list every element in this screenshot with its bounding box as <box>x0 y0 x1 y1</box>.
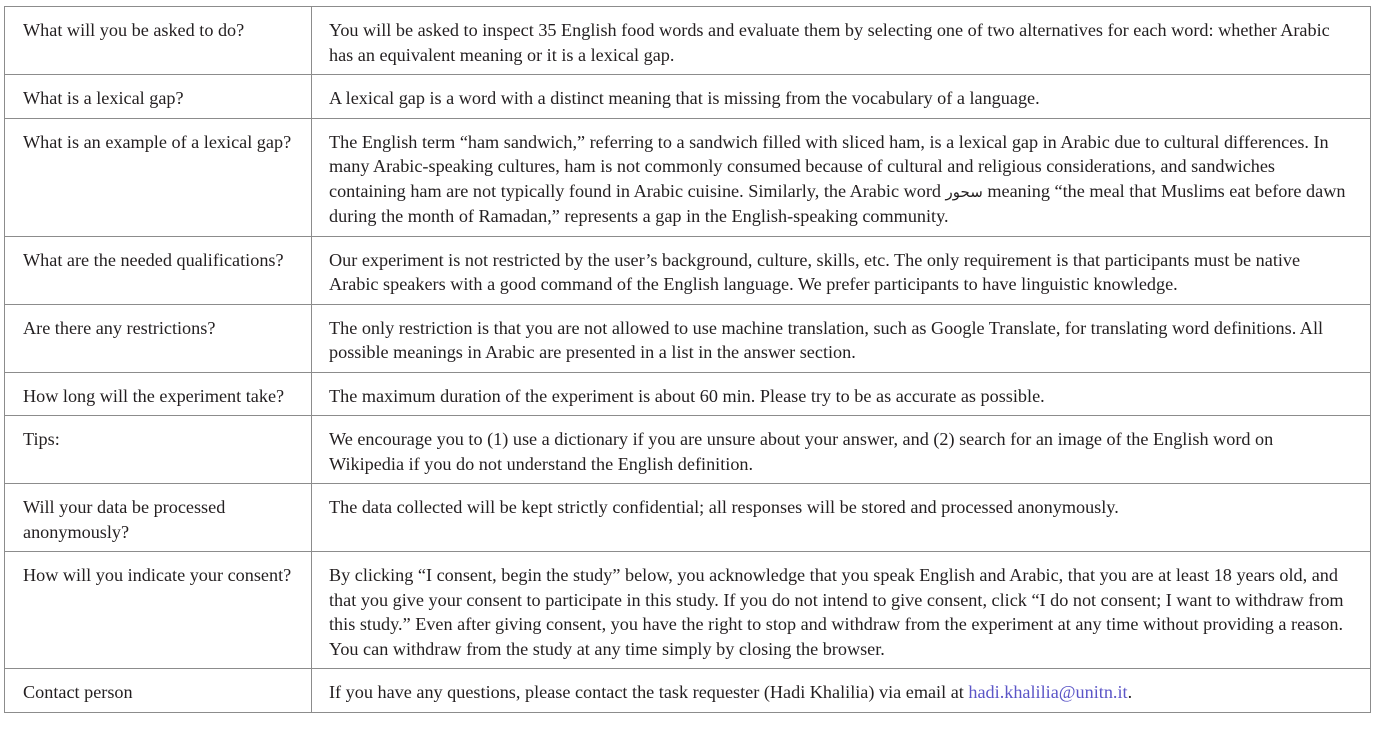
answer-cell <box>312 669 1371 713</box>
answer-text: . <box>1127 682 1133 702</box>
table-row <box>5 372 1371 416</box>
answer-cell: The maximum duration of the experiment is about 60 min. Please try to be as accurate as possible. <box>312 372 1371 416</box>
answer-cell: The only restriction is that you are not allowed to use machine translation, such as Google Translate, for translating word definitions. All possible meanings in Arabic are presented in a list in the answer section. <box>312 304 1371 372</box>
answer-cell: Our experiment is not restricted by the user’s background, culture, skills, etc. The only requirement is that participants must be native Arabic speakers with a good command of the English language. We prefer participants to have linguistic knowledge. <box>312 236 1371 304</box>
answer-text: The English term “ham sandwich,” referring to a sandwich filled with sliced ham, is a lexical gap in Arabic due to cultural differences. In many Arabic-speaking cultures, ham is not commonly consumed because of cultural and religious considerations, and sandwiches containing ham are not typically found in Arabic cuisine. Similarly, the Arabic word <box>329 131 1329 201</box>
table-row <box>5 118 1371 236</box>
table-row <box>5 669 1371 713</box>
question-cell: Contact person <box>5 669 312 713</box>
answer-text: If you have any questions, please contact the task requester (Hadi Khalilia) via email at <box>329 682 964 702</box>
answer-cell: A lexical gap is a word with a distinct meaning that is missing from the vocabulary of a language. <box>312 75 1371 119</box>
study-information-table <box>4 6 1371 713</box>
question-cell: Tips: <box>5 416 312 484</box>
table-row <box>5 236 1371 304</box>
table-row <box>5 75 1371 119</box>
table-row <box>5 304 1371 372</box>
question-cell: What are the needed qualifications? <box>5 236 312 304</box>
question-cell: What will you be asked to do? <box>5 7 312 75</box>
arabic-word: سحور <box>945 182 983 201</box>
question-cell: What is an example of a lexical gap? <box>5 118 312 236</box>
table-row <box>5 484 1371 552</box>
answer-cell: The data collected will be kept strictly confidential; all responses will be stored and processed anonymously. <box>312 484 1371 552</box>
table-row <box>5 7 1371 75</box>
question-cell: How long will the experiment take? <box>5 372 312 416</box>
question-cell: Will your data be processed anonymously? <box>5 484 312 552</box>
answer-cell <box>312 118 1371 236</box>
question-cell: Are there any restrictions? <box>5 304 312 372</box>
table-row <box>5 552 1371 669</box>
question-cell: How will you indicate your consent? <box>5 552 312 669</box>
answer-cell: You will be asked to inspect 35 English food words and evaluate them by selecting one of two alternatives for each word: whether Arabic has an equivalent meaning or it is a lexical gap. <box>312 7 1371 75</box>
table-row <box>5 416 1371 484</box>
question-cell: What is a lexical gap? <box>5 75 312 119</box>
answer-cell: By clicking “I consent, begin the study” below, you acknowledge that you speak English and Arabic, that you are at least 18 years old, and that you give your consent to participate in this study. If you do not intend to give consent, click “I do not consent; I want to withdraw from this study.” Even after giving consent, you have the right to stop and withdraw from the experiment at any time without providing a reason. You can withdraw from the study at any time simply by closing the browser. <box>312 552 1371 669</box>
answer-text: meaning “the meal that Muslims eat before dawn during the month of Ramadan,” represents a gap in the English-speaking community. <box>329 180 1346 226</box>
contact-email-link[interactable]: hadi.khalilia@unitn.it <box>968 682 1128 702</box>
answer-cell: We encourage you to (1) use a dictionary if you are unsure about your answer, and (2) search for an image of the English word on Wikipedia if you do not understand the English definition. <box>312 416 1371 484</box>
